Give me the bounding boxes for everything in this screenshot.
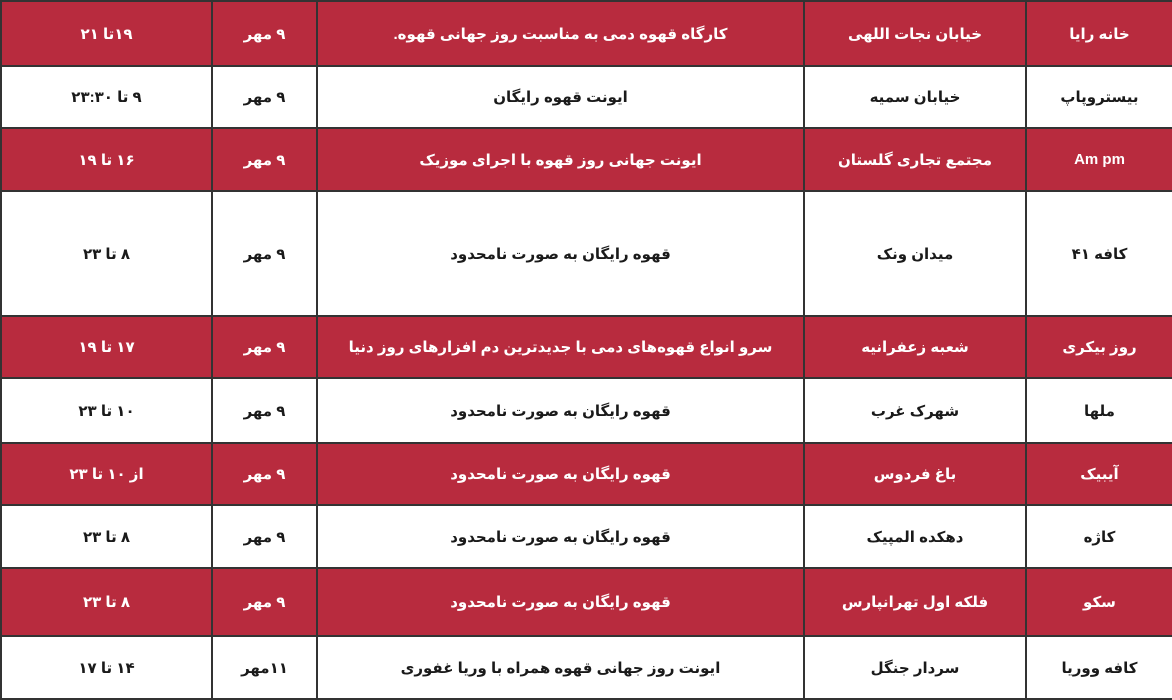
location-cell: شعبه زعفرانیه xyxy=(804,316,1026,378)
time-cell: ۱۷ تا ۱۹ xyxy=(1,316,212,378)
cafe-name-cell: سکو xyxy=(1026,568,1172,636)
event-row xyxy=(1,378,1172,443)
cafe-name-cell: ملها xyxy=(1026,378,1172,443)
cafe-name-cell: کافه ووریا xyxy=(1026,636,1172,699)
location-cell: سردار جنگل xyxy=(804,636,1026,699)
event-row xyxy=(1,316,1172,378)
event-description-cell: سرو انواع قهوه‌های دمی با جدیدترین دم افزارهای روز دنیا xyxy=(317,316,804,378)
date-cell: ۹ مهر xyxy=(212,66,317,128)
cafe-name-cell: بیستروپاپ xyxy=(1026,66,1172,128)
date-cell: ۹ مهر xyxy=(212,505,317,568)
location-cell: میدان ونک xyxy=(804,191,1026,316)
time-cell: ۸ تا ۲۳ xyxy=(1,568,212,636)
date-cell: ۹ مهر xyxy=(212,128,317,191)
event-description-cell: قهوه رایگان به صورت نامحدود xyxy=(317,191,804,316)
location-cell: باغ فردوس xyxy=(804,443,1026,505)
event-row xyxy=(1,1,1172,66)
cafe-name-cell: آیبیک xyxy=(1026,443,1172,505)
location-cell: مجتمع تجاری گلستان xyxy=(804,128,1026,191)
event-description-cell: قهوه رایگان به صورت نامحدود xyxy=(317,443,804,505)
event-row xyxy=(1,128,1172,191)
location-cell: شهرک غرب xyxy=(804,378,1026,443)
time-cell: ۱۹تا ۲۱ xyxy=(1,1,212,66)
date-cell: ۱۱مهر xyxy=(212,636,317,699)
location-cell: خیابان سمیه xyxy=(804,66,1026,128)
event-description-cell: قهوه رایگان به صورت نامحدود xyxy=(317,505,804,568)
time-cell: ۸ تا ۲۳ xyxy=(1,505,212,568)
event-row xyxy=(1,505,1172,568)
time-cell: ۹ تا ۲۳:۳۰ xyxy=(1,66,212,128)
date-cell: ۹ مهر xyxy=(212,191,317,316)
event-row xyxy=(1,191,1172,316)
event-description-cell: قهوه رایگان به صورت نامحدود xyxy=(317,568,804,636)
event-description-cell: ایونت قهوه رایگان xyxy=(317,66,804,128)
event-row xyxy=(1,443,1172,505)
date-cell: ۹ مهر xyxy=(212,1,317,66)
date-cell: ۹ مهر xyxy=(212,568,317,636)
time-cell: ۱۴ تا ۱۷ xyxy=(1,636,212,699)
event-row xyxy=(1,66,1172,128)
time-cell: ۱۰ تا ۲۳ xyxy=(1,378,212,443)
event-description-cell: ایونت روز جهانی قهوه همراه با وریا غفوری xyxy=(317,636,804,699)
cafe-name-cell: کافه ۴۱ xyxy=(1026,191,1172,316)
time-cell: ۸ تا ۲۳ xyxy=(1,191,212,316)
date-cell: ۹ مهر xyxy=(212,316,317,378)
table-body xyxy=(1,1,1172,699)
event-row xyxy=(1,636,1172,699)
date-cell: ۹ مهر xyxy=(212,378,317,443)
location-cell: خیابان نجات اللهی xyxy=(804,1,1026,66)
event-description-cell: کارگاه قهوه دمی به مناسبت روز جهانی قهوه. xyxy=(317,1,804,66)
time-cell: از ۱۰ تا ۲۳ xyxy=(1,443,212,505)
event-row xyxy=(1,568,1172,636)
event-description-cell: قهوه رایگان به صورت نامحدود xyxy=(317,378,804,443)
location-cell: فلکه اول تهرانپارس xyxy=(804,568,1026,636)
cafe-name-cell: خانه رایا xyxy=(1026,1,1172,66)
event-description-cell: ایونت جهانی روز قهوه با اجرای موزیک xyxy=(317,128,804,191)
time-cell: ۱۶ تا ۱۹ xyxy=(1,128,212,191)
cafe-name-cell: کاژه xyxy=(1026,505,1172,568)
location-cell: دهکده المپیک xyxy=(804,505,1026,568)
date-cell: ۹ مهر xyxy=(212,443,317,505)
cafe-name-cell: Am pm xyxy=(1026,128,1172,191)
cafe-name-cell: روز بیکری xyxy=(1026,316,1172,378)
